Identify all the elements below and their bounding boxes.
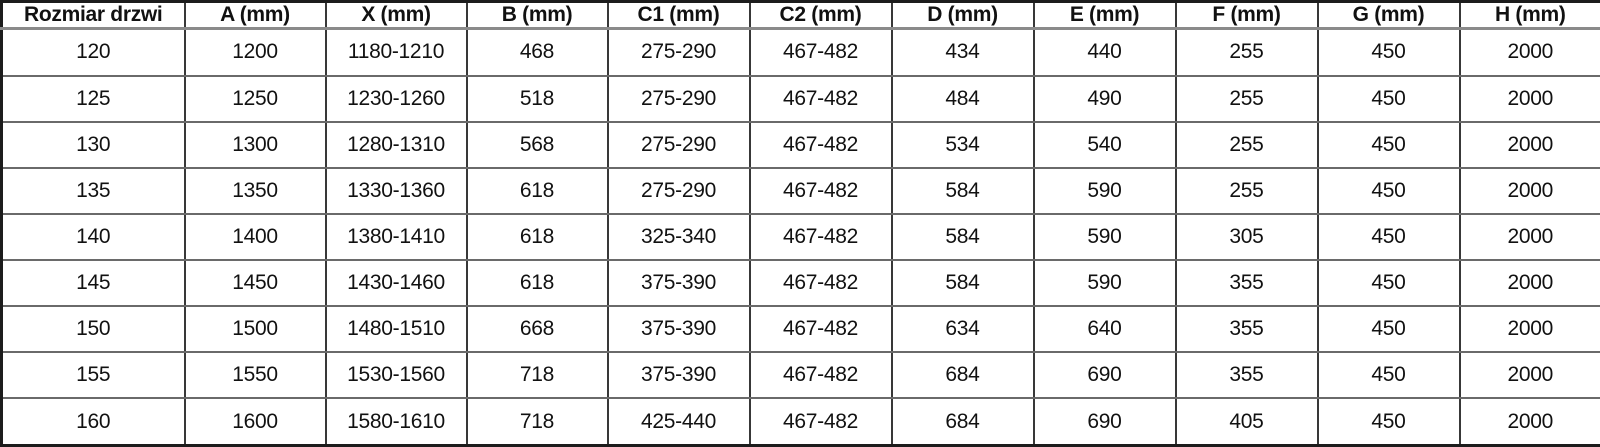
dimension-cell: 275-290: [608, 29, 750, 76]
dimension-cell: 375-390: [608, 260, 750, 306]
dimension-cell: 618: [467, 168, 608, 214]
dimension-cell: 2000: [1460, 29, 1600, 76]
dimension-cell: 255: [1176, 76, 1318, 122]
column-header: B (mm): [467, 2, 608, 29]
dimension-cell: 2000: [1460, 168, 1600, 214]
dimension-cell: 434: [892, 29, 1034, 76]
dimension-cell: 1230-1260: [326, 76, 467, 122]
column-header: H (mm): [1460, 2, 1600, 29]
dimension-cell: 440: [1034, 29, 1176, 76]
dimension-cell: 490: [1034, 76, 1176, 122]
dimension-cell: 2000: [1460, 214, 1600, 260]
dimension-cell: 405: [1176, 398, 1318, 445]
dimension-cell: 1430-1460: [326, 260, 467, 306]
header-row: [2, 2, 1600, 29]
dimension-cell: 1530-1560: [326, 352, 467, 398]
dimension-cell: 467-482: [750, 29, 892, 76]
table-row: [2, 214, 1600, 260]
dimension-cell: 518: [467, 76, 608, 122]
dimension-cell: 450: [1318, 76, 1460, 122]
dimension-cell: 618: [467, 260, 608, 306]
dimension-cell: 1180-1210: [326, 29, 467, 76]
dimension-cell: 640: [1034, 306, 1176, 352]
table-row: [2, 122, 1600, 168]
dimension-cell: 450: [1318, 352, 1460, 398]
column-header: Rozmiar drzwi: [2, 2, 185, 29]
table-row: [2, 398, 1600, 445]
dimension-cell: 467-482: [750, 76, 892, 122]
dimension-cell: 355: [1176, 306, 1318, 352]
dimension-cell: 467-482: [750, 306, 892, 352]
door-size-cell: 130: [2, 122, 185, 168]
dimension-cell: 584: [892, 214, 1034, 260]
dimension-cell: 2000: [1460, 306, 1600, 352]
dimension-cell: 534: [892, 122, 1034, 168]
table-body: [2, 29, 1600, 446]
dimension-cell: 1500: [185, 306, 326, 352]
dimension-cell: 1580-1610: [326, 398, 467, 445]
dimension-cell: 355: [1176, 352, 1318, 398]
dimension-cell: 690: [1034, 352, 1176, 398]
table-row: [2, 76, 1600, 122]
door-size-cell: 155: [2, 352, 185, 398]
dimension-cell: 2000: [1460, 122, 1600, 168]
door-size-cell: 135: [2, 168, 185, 214]
column-header: F (mm): [1176, 2, 1318, 29]
dimension-cell: 590: [1034, 214, 1176, 260]
column-header: D (mm): [892, 2, 1034, 29]
door-size-cell: 160: [2, 398, 185, 445]
dimension-cell: 584: [892, 168, 1034, 214]
dimension-cell: 1250: [185, 76, 326, 122]
dimension-cell: 425-440: [608, 398, 750, 445]
dimension-cell: 255: [1176, 29, 1318, 76]
dimension-cell: 1300: [185, 122, 326, 168]
dimension-cell: 275-290: [608, 168, 750, 214]
dimension-cell: 484: [892, 76, 1034, 122]
table-row: [2, 260, 1600, 306]
dimension-cell: 275-290: [608, 76, 750, 122]
dimension-cell: 1330-1360: [326, 168, 467, 214]
table-row: [2, 29, 1600, 76]
dimension-cell: 450: [1318, 29, 1460, 76]
dimension-cell: 1400: [185, 214, 326, 260]
dimension-cell: 325-340: [608, 214, 750, 260]
dimension-cell: 1450: [185, 260, 326, 306]
dimension-cell: 450: [1318, 122, 1460, 168]
dimension-cell: 467-482: [750, 122, 892, 168]
dimension-cell: 540: [1034, 122, 1176, 168]
dimension-cell: 684: [892, 352, 1034, 398]
dimension-cell: 684: [892, 398, 1034, 445]
dimension-cell: 255: [1176, 122, 1318, 168]
dimension-cell: 467-482: [750, 398, 892, 445]
column-header: C1 (mm): [608, 2, 750, 29]
column-header: X (mm): [326, 2, 467, 29]
door-size-cell: 150: [2, 306, 185, 352]
dimension-cell: 467-482: [750, 260, 892, 306]
dimension-cell: 584: [892, 260, 1034, 306]
dimension-cell: 1200: [185, 29, 326, 76]
dimension-cell: 634: [892, 306, 1034, 352]
table-row: [2, 168, 1600, 214]
dimension-cell: 355: [1176, 260, 1318, 306]
door-size-cell: 125: [2, 76, 185, 122]
table-row: [2, 306, 1600, 352]
dimension-cell: 467-482: [750, 352, 892, 398]
column-header: G (mm): [1318, 2, 1460, 29]
column-header: C2 (mm): [750, 2, 892, 29]
dimension-cell: 450: [1318, 398, 1460, 445]
dimension-cell: 375-390: [608, 352, 750, 398]
door-size-cell: 120: [2, 29, 185, 76]
column-header: A (mm): [185, 2, 326, 29]
dimension-cell: 590: [1034, 260, 1176, 306]
dimension-cell: 718: [467, 352, 608, 398]
dimension-cell: 468: [467, 29, 608, 76]
dimension-cell: 1380-1410: [326, 214, 467, 260]
column-header: E (mm): [1034, 2, 1176, 29]
table-row: [2, 352, 1600, 398]
dimension-cell: 2000: [1460, 260, 1600, 306]
dimension-cell: 375-390: [608, 306, 750, 352]
dimension-cell: 1280-1310: [326, 122, 467, 168]
dimension-cell: 668: [467, 306, 608, 352]
dimension-cell: 305: [1176, 214, 1318, 260]
dimension-cell: 568: [467, 122, 608, 168]
dimension-cell: 275-290: [608, 122, 750, 168]
dimension-cell: 467-482: [750, 214, 892, 260]
dimension-cell: 450: [1318, 306, 1460, 352]
dimension-cell: 467-482: [750, 168, 892, 214]
dimension-cell: 1350: [185, 168, 326, 214]
dimension-cell: 450: [1318, 260, 1460, 306]
dimension-cell: 590: [1034, 168, 1176, 214]
dimension-cell: 1480-1510: [326, 306, 467, 352]
dimension-cell: 450: [1318, 168, 1460, 214]
dimension-cell: 718: [467, 398, 608, 445]
dimension-cell: 2000: [1460, 352, 1600, 398]
door-size-cell: 145: [2, 260, 185, 306]
door-size-cell: 140: [2, 214, 185, 260]
dimension-cell: 690: [1034, 398, 1176, 445]
dimension-cell: 255: [1176, 168, 1318, 214]
dimension-cell: 2000: [1460, 76, 1600, 122]
dimension-cell: 1600: [185, 398, 326, 445]
dimension-cell: 618: [467, 214, 608, 260]
dimension-cell: 2000: [1460, 398, 1600, 445]
dimension-cell: 1550: [185, 352, 326, 398]
dimension-cell: 450: [1318, 214, 1460, 260]
